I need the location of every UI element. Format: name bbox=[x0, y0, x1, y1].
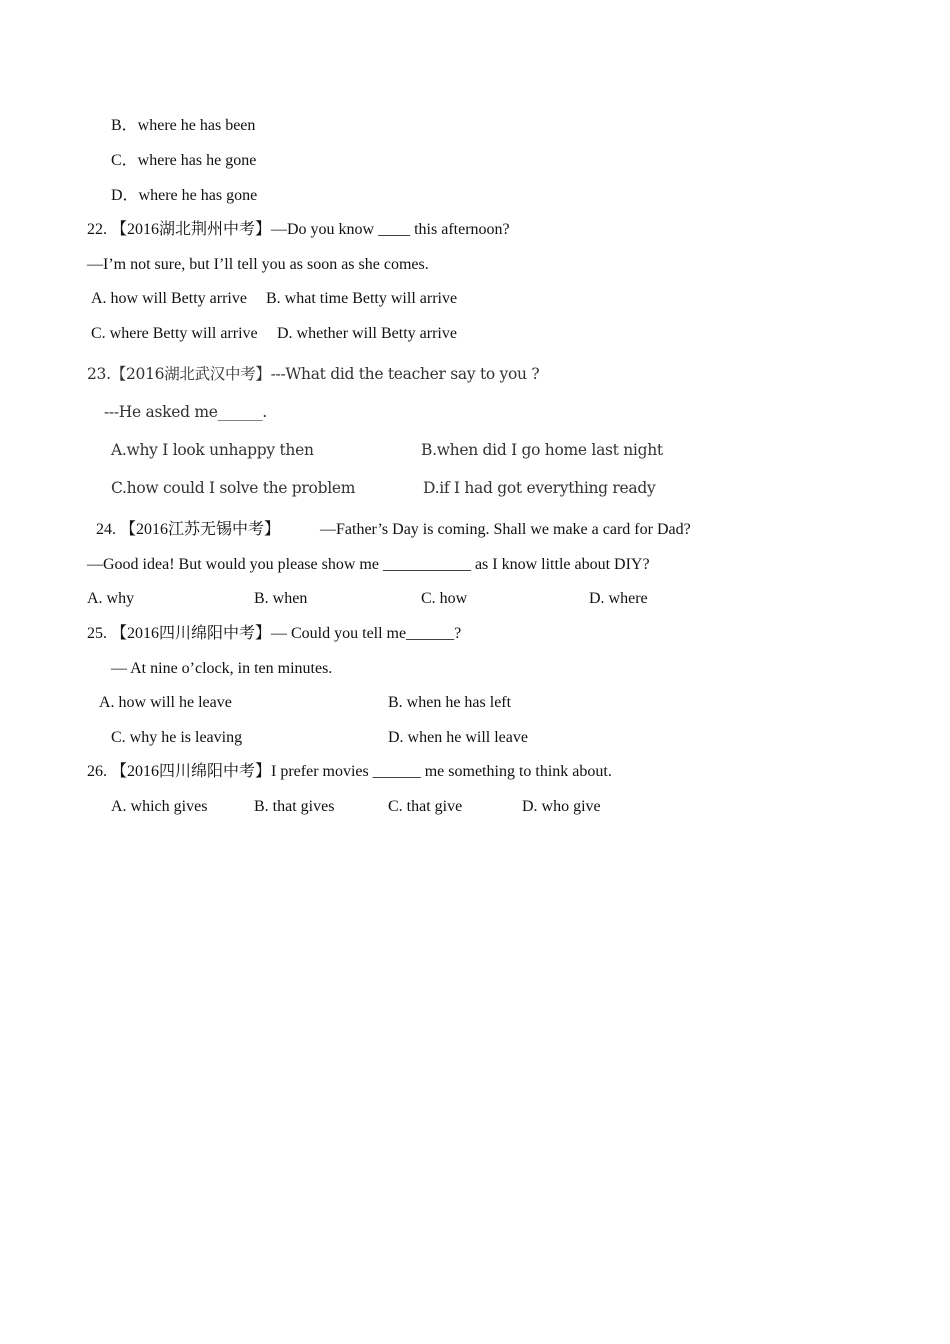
q25-option-a: A. how will he leave bbox=[99, 694, 232, 711]
q22-stem: 22. 【2016湖北荆州中考】—Do you know ____ this afternoon? bbox=[87, 221, 510, 238]
q24-source: 【2016江苏无锡中考】 bbox=[120, 521, 281, 538]
q21-option-b: B．where he has been bbox=[111, 117, 256, 134]
q22-option-c: C. where Betty will arrive bbox=[91, 325, 258, 342]
q24-option-c: C. how bbox=[421, 590, 468, 607]
q24-option-a: A. why bbox=[87, 590, 135, 607]
q25-reply: — At nine o’clock, in ten minutes. bbox=[111, 660, 333, 677]
q25-stem: 25. 【2016四川绵阳中考】— Could you tell me______? bbox=[87, 625, 462, 642]
q24-option-b: B. when bbox=[254, 590, 308, 607]
q21-option-c: C．where has he gone bbox=[111, 152, 257, 169]
q23-reply: ---He asked me______. bbox=[104, 403, 267, 421]
q26-option-d: D. who give bbox=[522, 798, 601, 815]
q26-option-c: C. that give bbox=[388, 798, 463, 815]
q24-number: 24. bbox=[96, 521, 116, 538]
q21-option-d: D．where he has gone bbox=[111, 187, 258, 204]
q26-option-b: B. that gives bbox=[254, 798, 335, 815]
q25-option-c: C. why he is leaving bbox=[111, 729, 243, 746]
q23-option-c: C.how could I solve the problem bbox=[111, 479, 356, 497]
q26-option-a: A. which gives bbox=[111, 798, 208, 815]
q25-option-d: D. when he will leave bbox=[388, 729, 528, 746]
q22-reply: —I’m not sure, but I’ll tell you as soon as she comes. bbox=[87, 256, 429, 273]
q26-stem: 26. 【2016四川绵阳中考】I prefer movies ______ me something to think about. bbox=[87, 763, 612, 780]
q24-stem: —Father’s Day is coming. Shall we make a card for Dad? bbox=[320, 521, 691, 538]
q23-option-d: D.if I had got everything ready bbox=[423, 479, 656, 497]
q24-option-d: D. where bbox=[589, 590, 648, 607]
q22-option-d: D. whether will Betty arrive bbox=[277, 325, 457, 342]
q24-reply: —Good idea! But would you please show me ___________ as I know little about DIY? bbox=[87, 556, 650, 573]
q23-option-a: A.why I look unhappy then bbox=[111, 441, 314, 459]
q23-stem: 23.【2016湖北武汉中考】---What did the teacher say to you ? bbox=[87, 365, 540, 383]
q23-option-b: B.when did I go home last night bbox=[421, 441, 663, 459]
q25-option-b: B. when he has left bbox=[388, 694, 512, 711]
q22-option-a: A. how will Betty arrive bbox=[91, 290, 247, 307]
q22-option-b: B. what time Betty will arrive bbox=[266, 290, 458, 307]
